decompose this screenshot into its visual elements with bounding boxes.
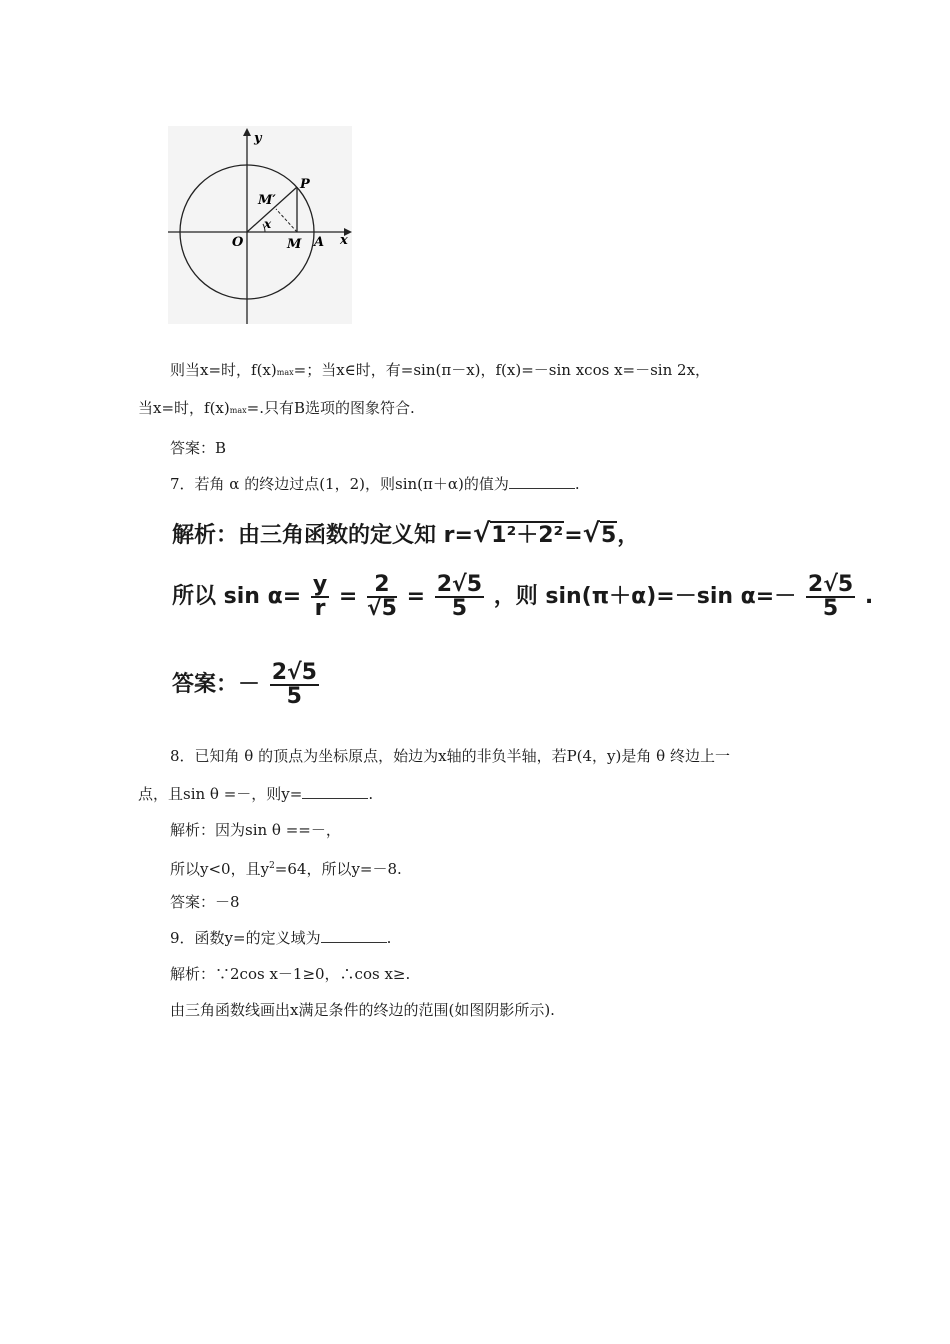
text-line-1: 则当x=时，f(x)max=；当x∈时，有=sin(π－x)，f(x)=－sin xcos x=－sin 2x， (170, 361, 711, 379)
label-angle-x: x (264, 217, 272, 231)
question-8-line-2: 点，且sin θ =－，则y= . (138, 785, 374, 803)
answer-blank-8 (302, 785, 368, 799)
solution-7-answer: 答案：－ $\frac{2√5}{5}$ (172, 660, 317, 709)
answer-blank-7 (509, 475, 575, 489)
fraction-answer: $\frac{2√5}{5}$ (271, 660, 317, 709)
answer-8: 答案：－8 (170, 893, 240, 911)
dashed-mm-prime (276, 209, 297, 232)
solution-9-line-1: 解析：∵2cos x－1≥0，∴cos x≥. (170, 965, 411, 983)
label-y: y (254, 131, 262, 146)
label-a: A (314, 235, 325, 250)
fraction-result: $\frac{2√5}{5}$ (807, 572, 854, 621)
solution-9-line-2: 由三角函数线画出x满足条件的终边的范围(如图阴影所示). (170, 1001, 555, 1019)
unit-circle-figure (168, 126, 352, 324)
solution-7-row-2: 所以 sin α= $\frac{y}{r}$ = $\frac{2}{√5}$ = $\frac{2√5}{5}$ ，则 sin(π＋α)=－sin α=－ $\frac{2√5}{5}$ . (172, 572, 874, 621)
question-7: 7．若角 α 的终边过点(1，2)，则sin(π＋α)的值为 . (170, 475, 580, 493)
fraction-2sqrt5-over-5: $\frac{2√5}{5}$ (436, 572, 483, 621)
text-line-2: 当x=时，f(x)max=.只有B选项的图象符合. (138, 399, 415, 417)
label-m-prime: M′ (258, 193, 276, 208)
solution-8-line-2: 所以y<0，且$y^2=64$，所以y=－8. (170, 860, 402, 878)
fraction-y-over-r: $\frac{y}{r}$ (312, 572, 328, 621)
label-x: x (340, 233, 348, 248)
fraction-2-over-sqrt5: $\frac{2}{√5}$ (366, 572, 397, 621)
label-m: M (287, 237, 302, 252)
question-8-line-1: 8．已知角 θ 的顶点为坐标原点，始边为x轴的非负半轴，若P(4，y)是角 θ 终边上一 (170, 747, 730, 765)
label-o: O (232, 235, 244, 250)
unit-circle-diagram (168, 126, 352, 324)
answer-6: 答案：B (170, 439, 227, 457)
y-axis-arrow (243, 128, 251, 136)
solution-7-row-1: 解析：由三角函数的定义知 r=√1²＋2²=√5， (172, 519, 640, 549)
question-9: 9．函数y=的定义域为 . (170, 929, 392, 947)
label-p: P (300, 177, 310, 192)
solution-8-line-1: 解析：因为sin θ ==－， (170, 821, 341, 839)
answer-blank-9 (321, 929, 387, 943)
